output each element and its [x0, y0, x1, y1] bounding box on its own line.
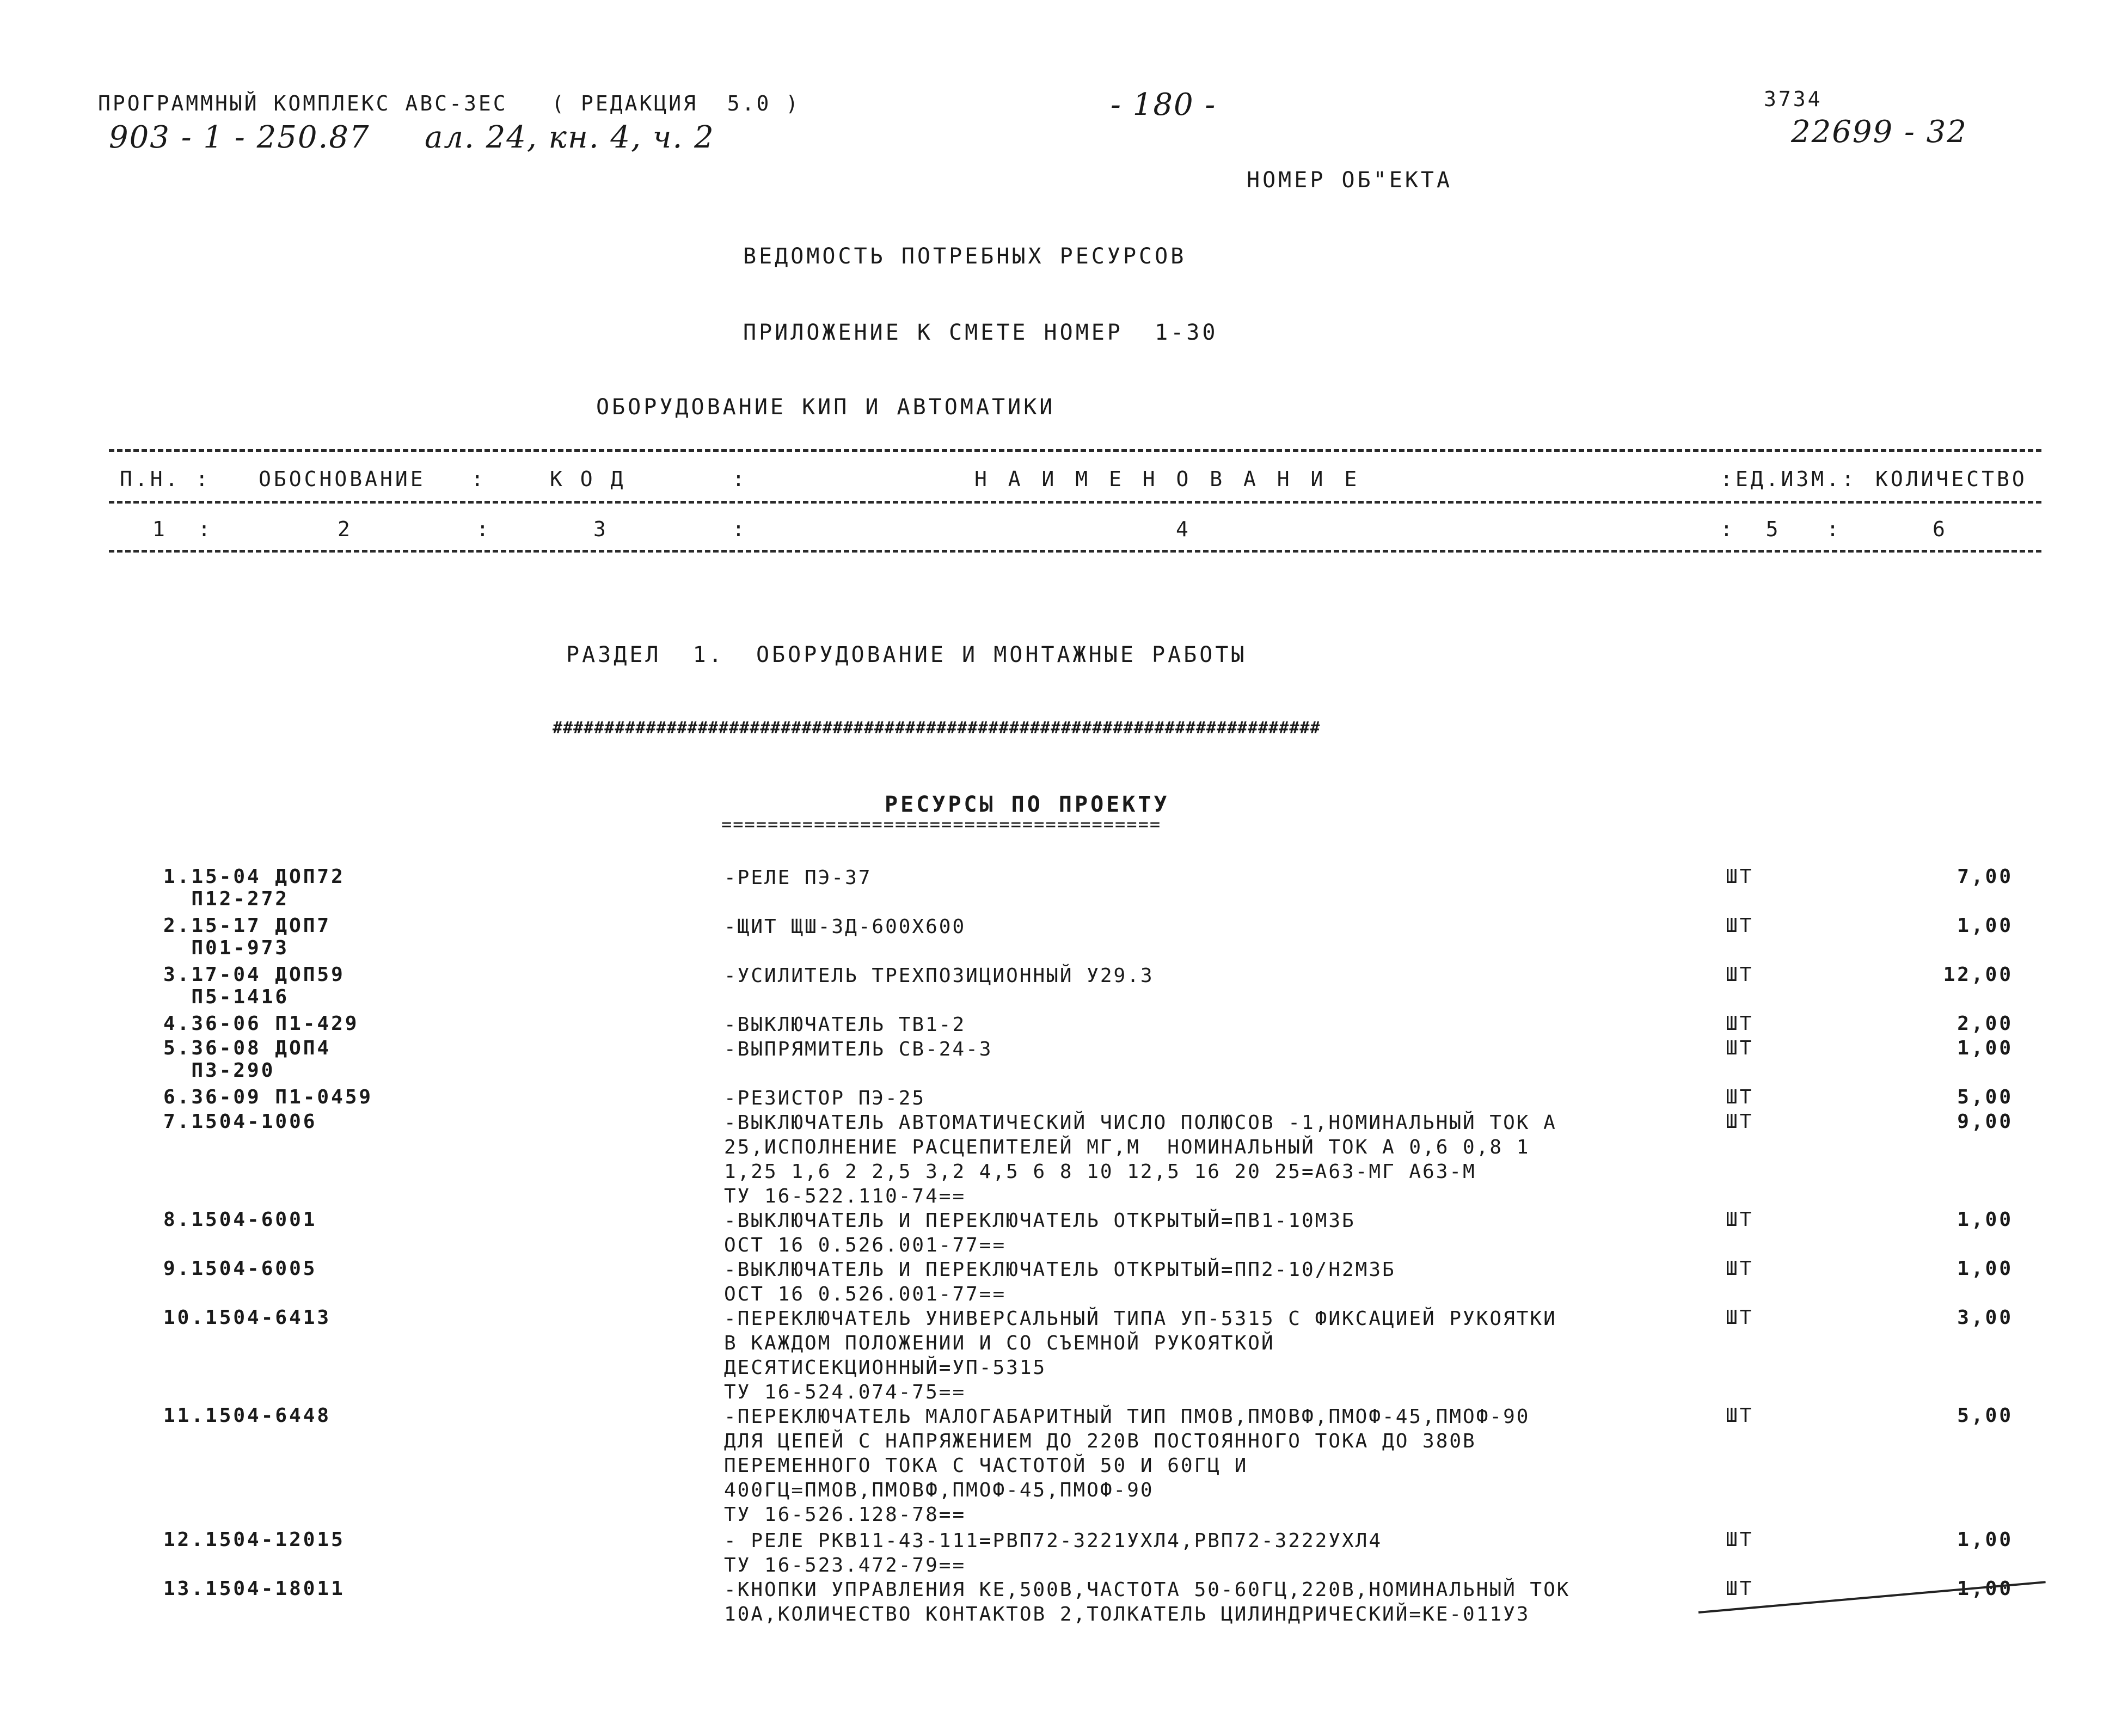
- row-unit: ШТ: [1726, 866, 1754, 888]
- row-name: -РЕЛЕ ПЭ-37: [724, 867, 872, 889]
- header-bottom-rule: [109, 550, 2041, 553]
- row-qty: 1,00: [1957, 1529, 2013, 1551]
- appendix-title: ПРИЛОЖЕНИЕ К СМЕТЕ НОМЕР 1-30: [743, 320, 1218, 345]
- page-number: - 180 -: [1111, 87, 1217, 122]
- row-unit: ШТ: [1726, 1111, 1754, 1133]
- row-qty: 12,00: [1943, 964, 2013, 986]
- col-num-3: 3: [593, 517, 609, 541]
- row-code: 13.1504-18011: [163, 1578, 345, 1600]
- row-name: -ВЫКЛЮЧАТЕЛЬ АВТОМАТИЧЕСКИЙ ЧИСЛО ПОЛЮСОВ -1,НОМИНАЛЬНЫЙ ТОК А 25,ИСПОЛНЕНИЕ РАСЦЕПИТЕЛЕЙ МГ,М НОМИНАЛЬНЫЙ ТОК А 0,6 0,8 1 1,25 1,6 2 2,5 3,2 4,5 6 8 10 12,5 16 20 25=А63-МГ А63-М ТУ 16-522.110-74==: [724, 1112, 1557, 1207]
- handwritten-sheet-number: 22699 - 32: [1791, 114, 1967, 150]
- handwritten-project-code: 903 - 1 - 250.87: [109, 120, 370, 155]
- row-code: 9.1504-6005: [163, 1257, 317, 1280]
- row-unit: ШТ: [1726, 1578, 1754, 1600]
- row-unit: ШТ: [1726, 915, 1754, 937]
- row-qty: 7,00: [1957, 866, 2013, 888]
- row-name: -ПЕРЕКЛЮЧАТЕЛЬ МАЛОГАБАРИТНЫЙ ТИП ПМОВ,ПМОВФ,ПМОФ-45,ПМОФ-90 ДЛЯ ЦЕПЕЙ С НАПРЯЖЕНИЕМ ДО 220В ПОСТОЯННОГО ТОКА ДО 380В ПЕРЕМЕННОГО ТОКА С ЧАСТОТОЙ 50 И 60ГЦ И 400ГЦ=ПМОВ,ПМОВФ,ПМОФ-45,ПМОФ-90 ТУ 16-526.128-78==: [724, 1406, 1530, 1526]
- col-num-6: 6: [1933, 517, 1948, 541]
- row-unit: ШТ: [1726, 1306, 1754, 1329]
- row-code: 8.1504-6001: [163, 1209, 317, 1231]
- section-title: РАЗДЕЛ 1. ОБОРУДОВАНИЕ И МОНТАЖНЫЕ РАБОТЫ: [566, 642, 1247, 667]
- col-pn-header: П.Н. :: [120, 467, 211, 491]
- program-line: ПРОГРАММНЫЙ КОМПЛЕКС АВС-3ЕС ( РЕДАКЦИЯ 5.0 ): [98, 91, 801, 115]
- row-name: - РЕЛЕ РКВ11-43-111=РВП72-3221УХЛ4,РВП72-3222УХЛ4 ТУ 16-523.472-79==: [724, 1530, 1383, 1576]
- row-code: 7.1504-1006: [163, 1111, 317, 1133]
- row-name: -ВЫКЛЮЧАТЕЛЬ И ПЕРЕКЛЮЧАТЕЛЬ ОТКРЫТЫЙ=ПВ1-10МЗБ ОСТ 16 0.526.001-77==: [724, 1210, 1356, 1256]
- row-code: 4.36-06 П1-429: [163, 1013, 359, 1035]
- row-code: 5.36-08 ДОП4 П3-290: [163, 1037, 332, 1082]
- col-num-4: 4: [1176, 517, 1191, 541]
- row-unit: ШТ: [1726, 1404, 1754, 1427]
- col-name-header: Н А И М Е Н О В А Н И Е: [974, 467, 1361, 491]
- row-qty: 1,00: [1957, 1257, 2013, 1280]
- row-name: -ПЕРЕКЛЮЧАТЕЛЬ УНИВЕРСАЛЬНЫЙ ТИПА УП-5315 С ФИКСАЦИЕЙ РУКОЯТКИ В КАЖДОМ ПОЛОЖЕНИИ И СО СЪЕМНОЙ РУКОЯТКОЙ ДЕСЯТИСЕКЦИОННЫЙ=УП-5315 ТУ 16-524.074-75==: [724, 1308, 1557, 1403]
- row-unit: ШТ: [1726, 1257, 1754, 1280]
- row-qty: 1,00: [1957, 915, 2013, 937]
- row-name: -ВЫКЛЮЧАТЕЛЬ ТВ1-2: [724, 1014, 966, 1036]
- row-name: -УСИЛИТЕЛЬ ТРЕХПОЗИЦИОННЫЙ У29.3: [724, 965, 1154, 987]
- row-code: 11.1504-6448: [163, 1404, 332, 1427]
- statement-title: ВЕДОМОСТЬ ПОТРЕБНЫХ РЕСУРСОВ: [743, 244, 1187, 269]
- row-unit: ШТ: [1726, 1013, 1754, 1035]
- row-name: -КНОПКИ УПРАВЛЕНИЯ КЕ,500В,ЧАСТОТА 50-60ГЦ,220В,НОМИНАЛЬНЫЙ ТОК 10А,КОЛИЧЕСТВО КОНТАКТОВ 2,ТОЛКАТЕЛЬ ЦИЛИНДРИЧЕСКИЙ=КЕ-011УЗ: [724, 1579, 1571, 1625]
- object-number-label: НОМЕР ОБ"ЕКТА: [1247, 168, 1453, 193]
- row-unit: ШТ: [1726, 1086, 1754, 1108]
- resources-underline: ======================================: [721, 814, 1162, 835]
- row-unit: ШТ: [1726, 1037, 1754, 1059]
- row-name: -РЕЗИСТОР ПЭ-25: [724, 1087, 926, 1109]
- top-right-number: 3734: [1764, 87, 1823, 111]
- row-qty: 2,00: [1957, 1013, 2013, 1035]
- row-qty: 5,00: [1957, 1086, 2013, 1108]
- row-unit: ШТ: [1726, 1529, 1754, 1551]
- col-num-5: : 5 :: [1720, 517, 1842, 541]
- equipment-title: ОБОРУДОВАНИЕ КИП И АВТОМАТИКИ: [596, 395, 1056, 420]
- row-code: 3.17-04 ДОП59 П5-1416: [163, 964, 345, 1008]
- row-code: 2.15-17 ДОП7 П01-973: [163, 915, 332, 959]
- hash-separator: ##########################################################################: [553, 719, 1321, 738]
- row-code: 6.36-09 П1-0459: [163, 1086, 373, 1108]
- row-code: 1.15-04 ДОП72 П12-272: [163, 866, 345, 910]
- row-name: -ЩИТ ЩШ-ЗД-600Х600: [724, 916, 966, 938]
- col-unit-header: :ЕД.ИЗМ.:: [1720, 467, 1857, 491]
- col-num-2: 2: [338, 517, 353, 541]
- header-top-rule: [109, 449, 2041, 452]
- row-qty: 1,00: [1957, 1037, 2013, 1059]
- col-code-sep: :: [732, 467, 747, 491]
- col-code-header: К О Д: [550, 467, 626, 491]
- col-qty-header: КОЛИЧЕСТВО: [1875, 467, 2027, 491]
- row-qty: 9,00: [1957, 1111, 2013, 1133]
- col-num-2-sep: :: [476, 517, 492, 541]
- col-num-1: 1 :: [152, 517, 213, 541]
- row-code: 12.1504-12015: [163, 1529, 345, 1551]
- row-qty: 5,00: [1957, 1404, 2013, 1427]
- row-unit: ШТ: [1726, 1209, 1754, 1231]
- row-unit: ШТ: [1726, 964, 1754, 986]
- col-basis-header: ОБОСНОВАНИЕ :: [259, 467, 487, 491]
- row-qty: 3,00: [1957, 1306, 2013, 1329]
- header-mid-rule: [109, 501, 2041, 504]
- handwritten-album-note: ал. 24, кн. 4, ч. 2: [425, 120, 715, 155]
- row-qty: 1,00: [1957, 1209, 2013, 1231]
- row-code: 10.1504-6413: [163, 1306, 332, 1329]
- resources-title: РЕСУРСЫ ПО ПРОЕКТУ: [885, 792, 1170, 817]
- row-qty: 1,00: [1957, 1578, 2013, 1600]
- row-name: -ВЫПРЯМИТЕЛЬ СВ-24-3: [724, 1038, 993, 1060]
- col-num-3-sep: :: [732, 517, 747, 541]
- row-name: -ВЫКЛЮЧАТЕЛЬ И ПЕРЕКЛЮЧАТЕЛЬ ОТКРЫТЫЙ=ПП2-10/Н2МЗБ ОСТ 16 0.526.001-77==: [724, 1259, 1396, 1305]
